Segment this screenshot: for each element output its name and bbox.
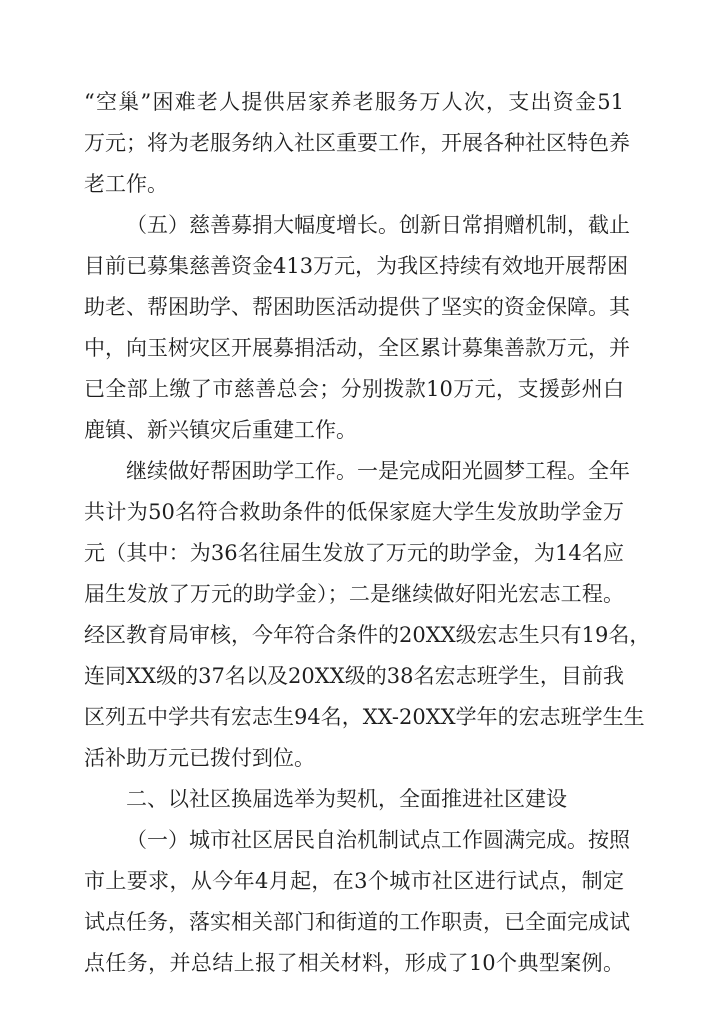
text-line: 区列五中学共有宏志生94名，XX-20XX学年的宏志班学生生: [84, 705, 645, 729]
text-line: 中，向玉树灾区开展募捐活动，全区累计募集善款万元，并: [84, 336, 630, 360]
text-line: 届生发放了万元的助学金）；二是继续做好阳光宏志工程。: [84, 582, 624, 606]
text-line: 目前已募集慈善资金413万元，为我区持续有效地开展帮困: [84, 254, 629, 278]
text-line: 已全部上缴了市慈善总会；分别拨款10万元，支援彭州白: [84, 377, 624, 401]
text-line: （一）城市社区居民自治机制试点工作圆满完成。按照: [126, 828, 630, 852]
text-line: 元（其中：为36名往届生发放了万元的助学金，为14名应: [84, 541, 624, 565]
text-line: 连同XX级的37名以及20XX级的38名宏志班学生，目前我: [84, 664, 624, 688]
text-line: 鹿镇、新兴镇灾后重建工作。: [84, 418, 357, 442]
text-line: 经区教育局审核，今年符合条件的20XX级宏志生只有19名，: [84, 623, 651, 647]
text-line: 点任务，并总结上报了相关材料，形成了10个典型案例。: [84, 951, 624, 975]
text-line: “空巢”困难老人提供居家养老服务万人次，支出资金51: [84, 90, 624, 114]
text-line: 老工作。: [84, 172, 168, 196]
text-line: （五）慈善募捐大幅度增长。创新日常捐赠机制，截止: [126, 213, 630, 237]
text-line: 试点任务，落实相关部门和街道的工作职责，已全面完成试: [84, 910, 630, 934]
text-line: 市上要求，从今年4月起，在3个城市社区进行试点，制定: [84, 869, 624, 893]
text-line: 助老、帮困助学、帮困助医活动提供了坚实的资金保障。其: [84, 295, 630, 319]
text-line: 共计为50名符合救助条件的低保家庭大学生发放助学金万: [84, 500, 624, 524]
text-line: 继续做好帮困助学工作。一是完成阳光圆梦工程。全年: [126, 459, 630, 483]
section-heading: 二、以社区换届选举为契机，全面推进社区建设: [126, 787, 567, 811]
text-line: 万元；将为老服务纳入社区重要工作，开展各种社区特色养: [84, 131, 630, 155]
text-line: 活补助万元已拨付到位。: [84, 746, 315, 770]
